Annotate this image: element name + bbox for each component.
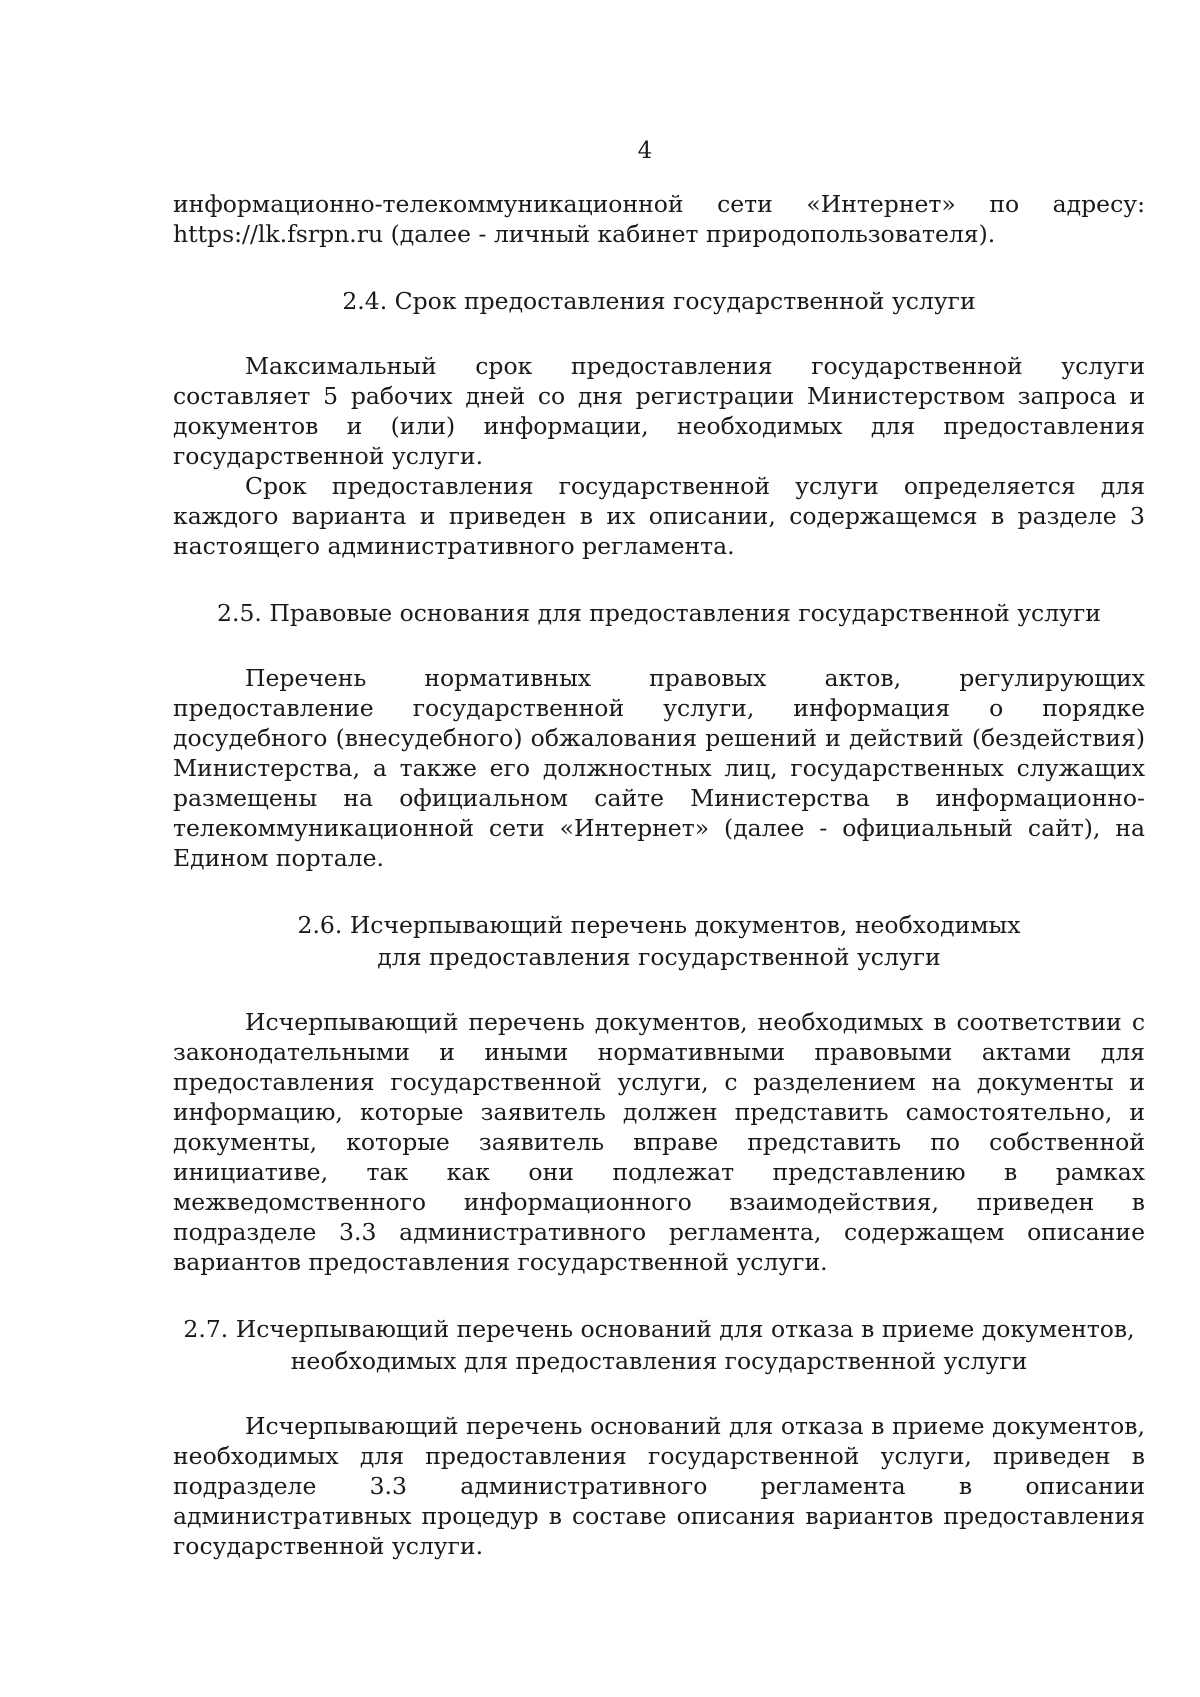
section-2-5 bbox=[173, 597, 1145, 873]
section-heading: для предоставления государственной услуги bbox=[377, 943, 941, 971]
section-heading: 2.7. Исчерпывающий перечень оснований для отказа в приеме документов, bbox=[183, 1315, 1135, 1343]
section-paragraph: Максимальный срок предоставления государственной услуги составляет 5 рабочих дней со дня регистрации Министерством запроса и документов и (или) информации, необходимых для предоставления государственной услуги. bbox=[173, 352, 1145, 470]
section-heading: необходимых для предоставления государственной услуги bbox=[290, 1347, 1028, 1375]
section-paragraph: Срок предоставления государственной услуги определяется для каждого варианта и приведен в их описании, содержащемся в разделе 3 настоящего административного регламента. bbox=[173, 472, 1145, 560]
intro-line-2: https://lk.fsrpn.ru (далее - личный кабинет природопользователя). bbox=[173, 220, 996, 248]
section-heading: 2.6. Исчерпывающий перечень документов, необходимых bbox=[297, 911, 1021, 939]
section-paragraph: Исчерпывающий перечень документов, необходимых в соответствии с законодательными и иными нормативными правовыми актами для предоставления государственной услуги, с разделением на документы и информацию, которые заявитель должен представить самостоятельно, и документы, которые заявитель вправе представить по собственной инициативе, так как они подлежат представлению в рамках межведомственного информационного взаимодействия, приведен в подразделе 3.3 административного регламента, содержащем описание вариантов предоставления государственной услуги. bbox=[173, 1008, 1145, 1276]
section-heading: 2.4. Срок предоставления государственной услуги bbox=[342, 287, 976, 315]
section-paragraph: Перечень нормативных правовых актов, регулирующих предоставление государственной услуги, информация о порядке досудебного (внесудебного) обжалования решений и действий (бездействия) Министерства, а также его должностных лиц, государственных служащих размещены на официальном сайте Министерства в информационно-телекоммуникационной сети «Интернет» (далее - официальный сайт), на Едином портале. bbox=[173, 664, 1145, 872]
section-2-6 bbox=[173, 909, 1145, 1277]
page-number: 4 bbox=[637, 138, 653, 164]
section-paragraph: Исчерпывающий перечень оснований для отказа в приеме документов, необходимых для предоставления государственной услуги, приведен в подразделе 3.3 административного регламента в описании административных процедур в составе описания вариантов предоставления государственной услуги. bbox=[173, 1412, 1145, 1560]
section-2-7 bbox=[173, 1313, 1145, 1561]
intro-line-1: информационно-телекоммуникационной сети «Интернет» по адресу: bbox=[173, 190, 1145, 218]
section-heading: 2.5. Правовые основания для предоставления государственной услуги bbox=[217, 599, 1101, 627]
section-2-4 bbox=[173, 285, 1145, 561]
document-body bbox=[173, 189, 1145, 1561]
